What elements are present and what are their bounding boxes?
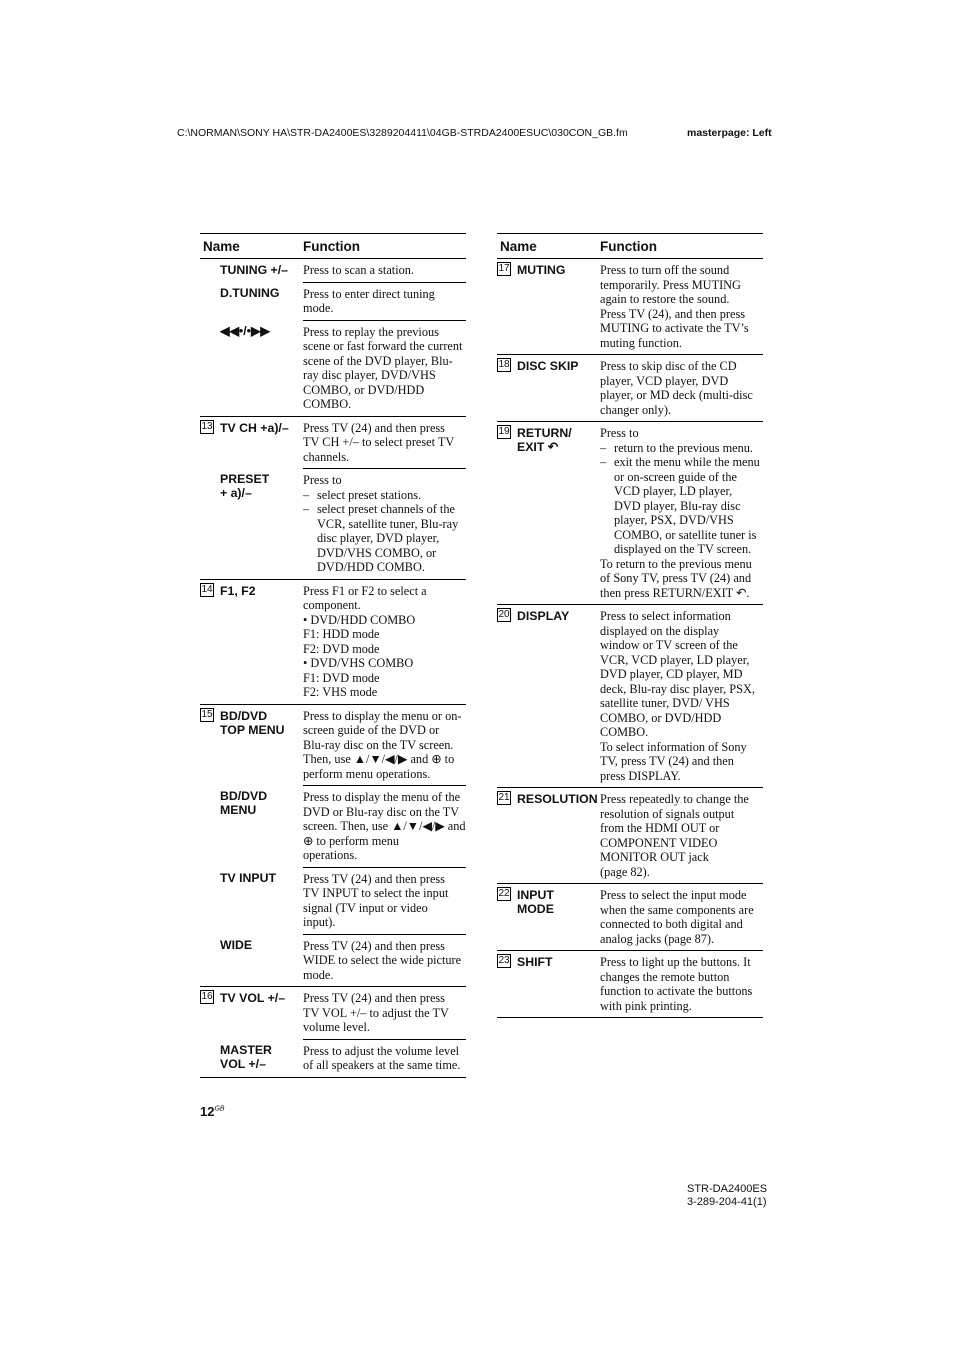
table-row [200,320,466,416]
button-name: MUTING [517,263,566,277]
function-text: To return to the previous menu of Sony TV, press TV (24) and then press RETURN/EXIT ↶. [600,556,752,600]
button-name: WIDE [220,937,253,952]
dash-item [600,441,763,456]
button-name: D.TUNING [220,285,280,300]
function-text: Press TV (24) and then press TV VOL +/– to adjust the TV volume level. [303,991,449,1034]
function-text: Press to light up the buttons. It changes the remote button function to activate the buttons with pink printing. [600,955,753,1013]
file-path-header: C:\NORMAN\SONY HA\STR-DA2400ES\3289204411\04GB-STRDA2400ESUC\030CON_GB.fm [177,127,628,139]
function-description [600,259,763,350]
table-row [497,604,763,787]
function-text: Press F1 or F2 to select a component. • DVD/HDD COMBO F1: HDD mode F2: DVD mode • DVD/VHS COMBO F1: DVD mode F2: VHS mode [303,583,427,699]
function-text: Press TV (24) and then press TV CH +/– to select preset TV channels. [303,420,455,464]
button-name: TV CH +a)/– [220,420,289,435]
table-end-rule [200,1077,466,1078]
function-description [600,951,763,1013]
table-row [200,1039,466,1077]
item-number: 19 [498,426,510,437]
function-text: Press to adjust the volume level of all speakers at the same time. [303,1043,461,1072]
dash-text: return to the previous menu. [614,440,753,455]
button-name: BD/DVD MENU [220,789,268,817]
right-table [497,233,763,1018]
dash-text: exit the menu while the menu or on-screen guide of the VCD player, LD player, DVD player, Blu-ray disc player, PSX, DVD/VHS COMBO, or satellite tuner is displayed on the TV screen. [614,455,760,556]
item-number: 15 [201,708,213,720]
dash-text: select preset stations. [317,487,422,502]
table-end-rule [497,1017,763,1018]
function-description [600,355,763,417]
button-name: TUNING +/– [220,263,288,277]
function-description [303,580,466,700]
function-text: Press to display the menu of the DVD or Blu-ray disc on the TV screen. Then, use ▲/▼/◀/▶ and ⊕ to perform menu operations. [303,790,466,862]
table-header [200,233,466,259]
button-name: RETURN/ EXIT ↶ [517,426,572,454]
item-number: 22 [498,888,510,899]
table-row [200,867,466,934]
table-row [497,259,763,354]
function-description [303,785,466,863]
right-table-body [497,259,763,1017]
function-text: Press to enter direct tuning mode. [303,286,435,315]
button-name: BD/DVD TOP MENU [220,708,285,737]
function-text: Press to [600,426,639,440]
function-description [303,417,466,465]
function-text: Press to skip disc of the CD player, VCD player, DVD player, or MD deck (multi-disc changer only). [600,359,753,417]
table-header [497,233,763,259]
header-function: Function [600,238,657,254]
page-number-value: 12 [200,1104,215,1119]
function-description [303,934,466,983]
function-text: Press repeatedly to change the resolution of signals output from the HDMI OUT or COMPONENT VIDEO MONITOR OUT jack (page 82). [600,792,749,879]
function-text: Press to [303,473,342,487]
dash-marker: – [600,440,607,455]
function-description [303,987,466,1035]
page-suffix: GB [214,1105,225,1113]
button-name: DISC SKIP [517,359,579,373]
function-description [600,884,763,946]
button-name: RESOLUTION [517,792,598,806]
table-row [497,787,763,883]
function-description [303,1039,466,1073]
dash-marker: – [303,487,310,502]
item-number: 21 [498,792,510,803]
table-row [200,704,466,786]
table-row [200,259,466,282]
item-number: 13 [201,420,213,432]
function-description [600,788,763,879]
header-name: Name [203,238,240,254]
item-number: 16 [201,991,213,1002]
dash-item [303,488,466,503]
function-description [600,422,763,600]
dash-item [600,455,763,557]
function-text: Press to scan a station. [303,263,414,277]
table-row [497,950,763,1017]
button-name: ◀◀•/•▶▶ [220,323,270,338]
dash-item [303,502,466,575]
function-description [303,259,466,278]
table-row [200,986,466,1039]
dash-marker: – [600,455,607,469]
function-text: Press to turn off the sound temporarily. Press MUTING again to restore the sound. Press TV (24), and then press MUTING to activate the TV’s muting function. [600,263,749,350]
table-row [200,416,466,469]
button-name: TV INPUT [220,870,277,885]
button-name: TV VOL +/– [220,991,286,1005]
table-row [497,883,763,950]
item-number: 18 [498,359,510,370]
item-number: 23 [498,955,510,966]
dash-text: select preset channels of the VCR, satellite tuner, Blu-ray disc player, DVD player, DVD/VHS COMBO, or DVD/HDD COMBO. [317,502,459,574]
function-description [303,320,466,412]
function-description [303,867,466,930]
model-code [687,1183,767,1208]
table-row [200,934,466,987]
function-text: Press to display the menu or on- screen guide of the DVD or Blu-ray disc on the TV screen. Then, use ▲/▼/◀/▶ and ⊕ to perform menu operations. [303,708,462,781]
button-name: SHIFT [517,955,553,969]
button-name: PRESET + a)/– [220,472,270,500]
part-code: 3-289-204-41(1) [687,1195,767,1208]
page-number [200,1104,225,1119]
left-table-body [200,259,466,1077]
function-text: Press TV (24) and then press WIDE to select the wide picture mode. [303,938,462,982]
function-description [600,605,763,783]
table-row [200,785,466,867]
button-name: F1, F2 [220,583,256,598]
function-text: Press TV (24) and then press TV INPUT to select the input signal (TV input or video input). [303,871,449,929]
masterpage-label: masterpage: Left [687,127,772,139]
function-text: Press to select the input mode when the same components are connected to both digital and analog jacks (page 87). [600,888,754,946]
function-text: Press to replay the previous scene or fast forward the current scene of the DVD player, Blu- ray disc player, DVD/VHS COMBO, or DVD/HDD COMBO. [303,324,463,411]
button-name: DISPLAY [517,609,570,623]
table-row [200,282,466,320]
function-description [303,468,466,575]
table-row [497,421,763,604]
function-description [303,705,466,782]
header-function: Function [303,238,360,254]
table-row [200,468,466,579]
model-name: STR-DA2400ES [687,1183,768,1195]
left-table [200,233,466,1078]
table-row [497,354,763,421]
function-text: Press to select information displayed on the display window or TV screen of the VCR, VCD player, LD player, DVD player, CD player, MD deck, Blu-ray disc player, PSX, satellite tuner, DVD/ VHS COMBO, or DVD/HDD COMBO. To select information of Sony TV, press TV (24) and then press DISPLAY. [600,609,755,783]
header-name: Name [500,238,537,254]
function-description [303,282,466,316]
item-number: 14 [201,583,213,595]
item-number: 20 [498,609,510,620]
button-name: MASTER VOL +/– [220,1042,272,1071]
button-name: INPUT MODE [517,888,554,916]
dash-marker: – [303,502,310,516]
table-row [200,579,466,704]
item-number: 17 [498,263,510,274]
